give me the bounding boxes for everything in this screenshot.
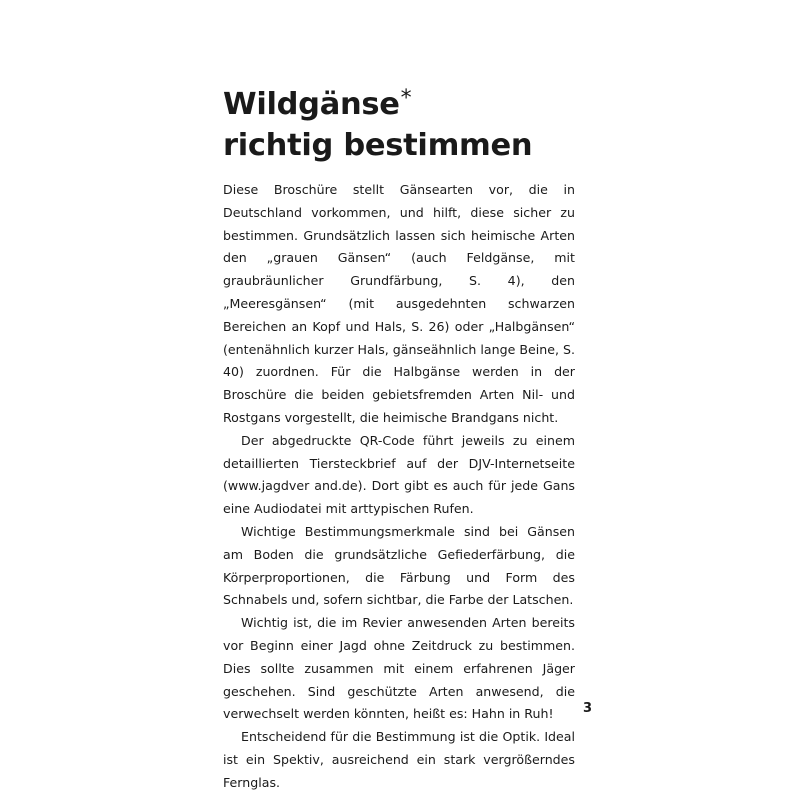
title-line-2: richtig bestimmen xyxy=(223,128,533,163)
title-line-1 xyxy=(223,86,532,127)
paragraph-intro: Diese Broschüre stellt Gänsearten vor, die in Deutschland vorkommen, und hilft, diese sicher zu bestimmen. Grundsätzlich lassen sich heimische Arten den „grauen Gänsen“ (auch Feldgänse, mit graubräunlicher Grundfärbung, S. 4), den „Meeresgänsen“ (mit ausgedehnten schwarzen Bereichen an Kopf und Hals, S. 26) oder „Halbgänsen“ (entenähnlich kurzer Hals, gänseähnlich lange Beine, S. 40) zuordnen. Für die Halbgänse werden in der Broschüre die beiden gebietsfremden Arten Nil- und Rostgans vorgestellt, die heimische Brandgans nicht. xyxy=(223,182,575,425)
paragraph-qr-code: Der abgedruckte QR-Code führt jeweils zu einem detaillierten Tiersteckbrief auf der DJV-Internetseite (www.jagdver and.de). Dort gibt es auch für jede Gans eine Audiodatei mit arttypischen Rufen. xyxy=(223,432,575,517)
paragraph-identify-before-hunt: Wichtig ist, die im Revier anwesenden Arten bereits vor Beginn einer Jagd ohne Zeitdruck zu bestimmen. Dies sollte zusammen mit einem erfahrenen Jäger geschehen. Sind geschützte Arten anwesend, die verwechselt werden könnten, heißt es: Hahn in Ruh! xyxy=(223,615,575,722)
body-text xyxy=(223,179,575,795)
title-line-1-text: Wildgänse xyxy=(223,87,400,122)
paragraph-optics: Entscheidend für die Bestimmung ist die Optik. Ideal ist ein Spektiv, ausreichend ein stark vergrößerndes Fernglas. xyxy=(223,729,575,790)
paragraph-features: Wichtige Bestimmungsmerkmale sind bei Gänsen am Boden die grundsätzliche Gefiederfärbung, die Körperproportionen, die Färbung und Form des Schnabels und, sofern sichtbar, die Farbe der Latschen. xyxy=(223,523,575,608)
page-number: 3 xyxy=(583,701,593,716)
footnote-asterisk: * xyxy=(400,86,412,111)
page-title xyxy=(223,86,532,165)
